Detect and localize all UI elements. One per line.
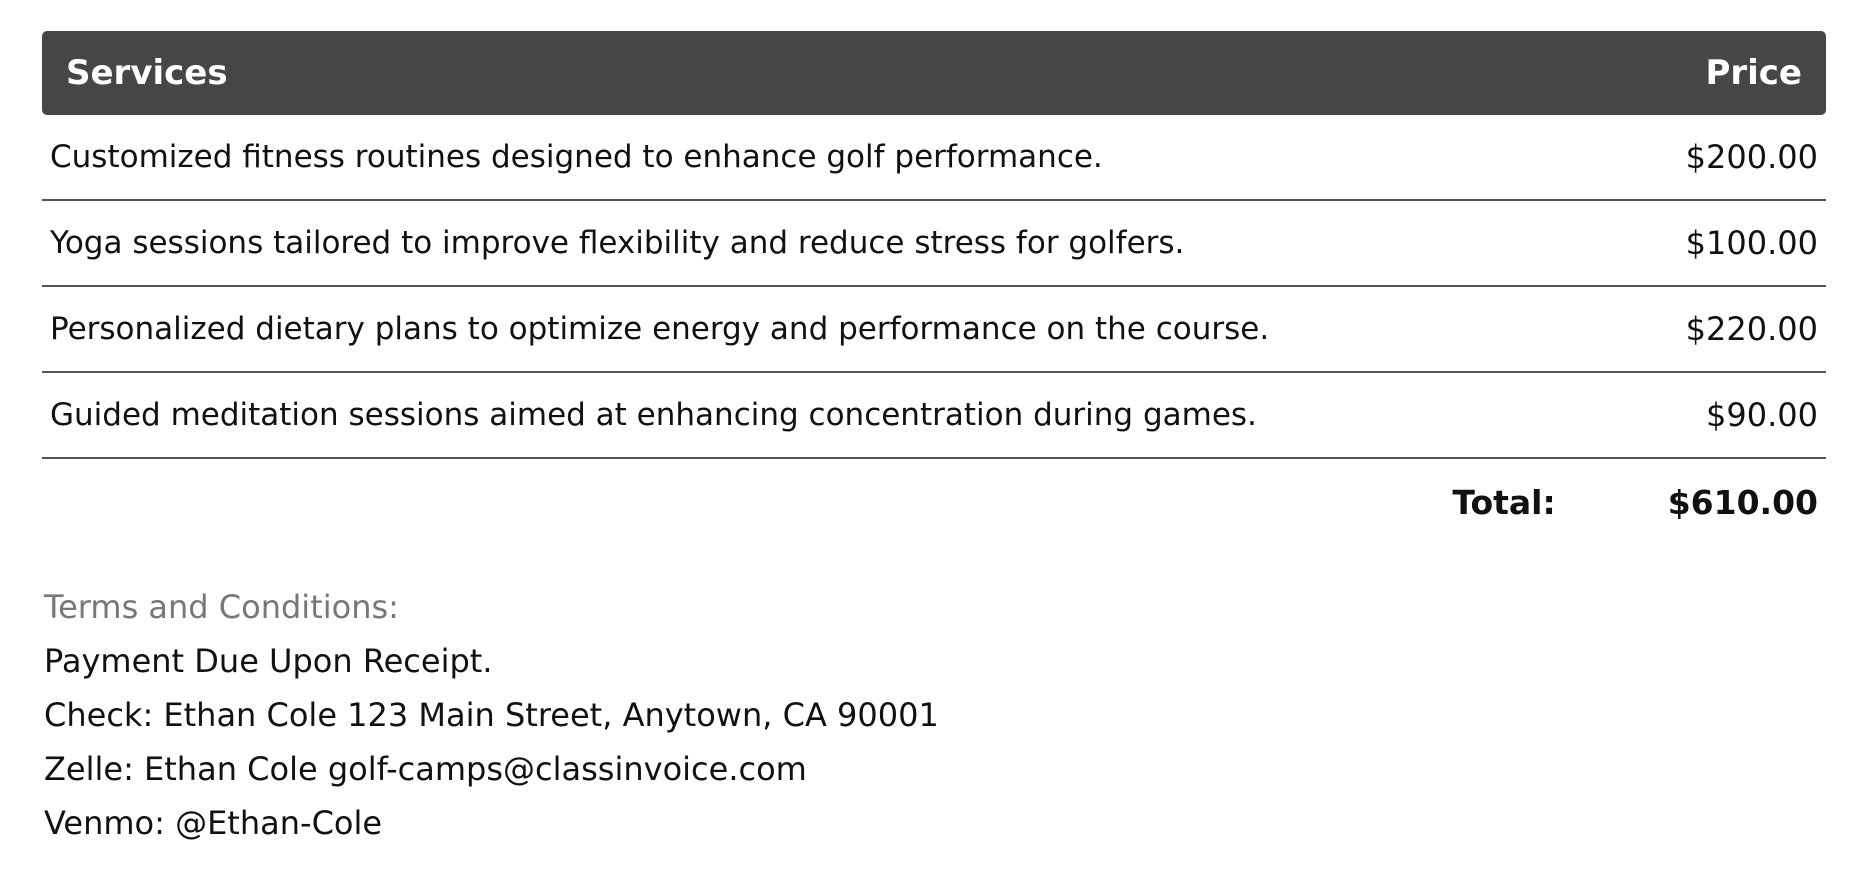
table-row (42, 287, 1826, 373)
table-header (42, 31, 1826, 115)
table-row (42, 201, 1826, 287)
total-label: Total: (1452, 482, 1556, 522)
service-price: $220.00 (1685, 310, 1818, 348)
terms-section (44, 580, 939, 850)
services-table (42, 31, 1826, 545)
service-description: Yoga sessions tailored to improve flexibility and reduce stress for golfers. (50, 225, 1185, 261)
table-row (42, 115, 1826, 201)
service-description: Customized fitness routines designed to enhance golf performance. (50, 139, 1103, 175)
service-description: Personalized dietary plans to optimize energy and performance on the course. (50, 311, 1270, 347)
service-description: Guided meditation sessions aimed at enhancing concentration during games. (50, 397, 1257, 433)
terms-check-address: Check: Ethan Cole 123 Main Street, Anytown, CA 90001 (44, 696, 939, 734)
services-column-header: Services (66, 53, 228, 93)
terms-payment-due: Payment Due Upon Receipt. (44, 642, 493, 680)
price-column-header: Price (1705, 53, 1802, 93)
total-row (42, 459, 1826, 545)
service-price: $200.00 (1685, 138, 1818, 176)
service-price: $100.00 (1685, 224, 1818, 262)
service-price: $90.00 (1706, 396, 1818, 434)
table-row (42, 373, 1826, 459)
terms-title: Terms and Conditions: (44, 588, 399, 626)
total-value: $610.00 (1667, 482, 1818, 522)
terms-zelle: Zelle: Ethan Cole golf-camps@classinvoice.com (44, 750, 807, 788)
terms-venmo: Venmo: @Ethan-Cole (44, 804, 383, 842)
